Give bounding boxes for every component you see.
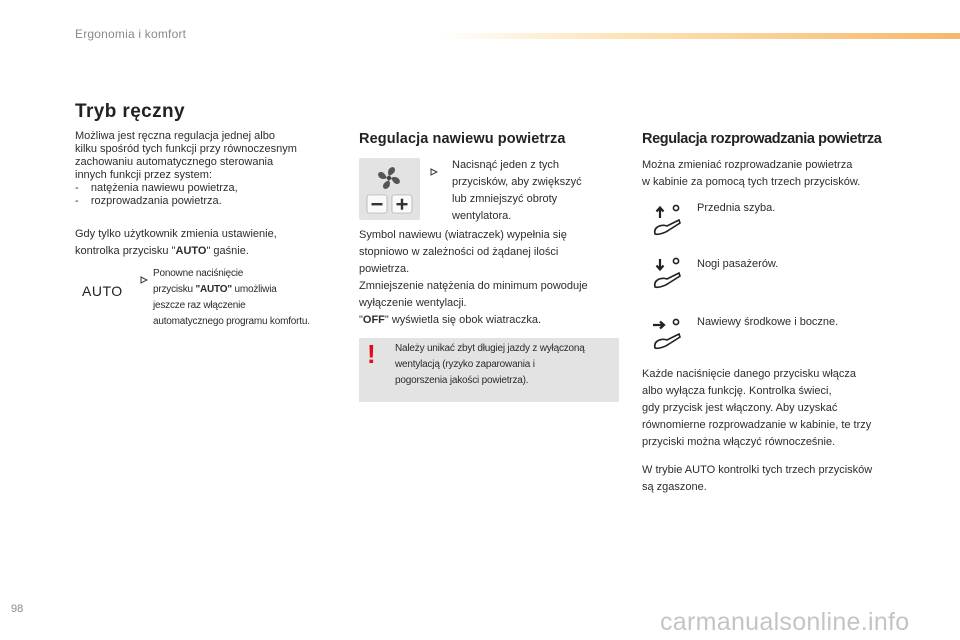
watermark: carmanualsonline.info [660, 608, 910, 636]
airflow-face-label: Nawiewy środkowe i boczne. [697, 316, 839, 328]
auto-off-text: Gdy tylko użytkownik zmienia ustawienie, kontrolka przycisku "AUTO" gaśnie. [75, 228, 277, 257]
instruction-bullet-icon [430, 163, 438, 181]
airflow-windscreen-icon[interactable] [649, 202, 685, 238]
airflow-windscreen-label: Przednia szyba. [697, 202, 776, 214]
distribution-para1: Każde naciśnięcie danego przycisku włącza albo wyłącza funkcję. Kontrolka świeci, gdy przycisk jest włączony. Aby uzyskać równomierne rozprowadzanie w kabinie, te trzy przyciski można włączyć równocześnie. [642, 368, 872, 448]
fan-instruction: Nacisnąć jeden z tych przycisków, aby zwiększyć lub zmniejszyć obroty wentylatora. [452, 159, 582, 222]
airflow-feet-label: Nogi pasażerów. [697, 258, 779, 270]
warning-text: Należy unikać zbyt długiej jazdy z wyłączoną wentylacją (ryzyko zaparowania i pogorszenia jakości powietrza). [395, 343, 585, 386]
distribution-intro: Można zmieniać rozprowadzanie powietrza w kabinie za pomocą tych trzech przycisków. [642, 159, 861, 188]
fan-control-image [359, 158, 420, 220]
page-number: 98 [11, 603, 24, 615]
note-bullet-icon [140, 271, 148, 289]
section-header: Ergonomia i komfort [75, 27, 187, 41]
header-bar [440, 33, 960, 39]
fan-description: Symbol nawiewu (wiatraczek) wypełnia się stopniowo w zależności od żądanej ilości powietrza. Zmniejszenie natężenia do minimum powoduje wyłączenie wentylacji. "OFF" wyświetla się obok wiatraczka. [359, 229, 588, 326]
manual-mode-intro: Możliwa jest ręczna regulacja jednej albo kilku spośród tych funkcji przy równoczesnym zachowaniu automatycznego sterowania innych funkcji przez system: - natężenia nawiewu powietrza, - rozprowadzania powietrza. [75, 130, 297, 207]
auto-button[interactable]: AUTO [82, 283, 123, 299]
airflow-feet-icon[interactable] [649, 255, 685, 291]
airflow-title: Regulacja nawiewu powietrza [359, 131, 566, 147]
auto-note: Ponowne naciśnięcie przycisku "AUTO" umożliwia jeszcze raz włączenie automatycznego programu komfortu. [153, 268, 310, 327]
distribution-para2: W trybie AUTO kontrolki tych trzech przycisków są zgaszone. [642, 464, 873, 493]
airflow-face-icon[interactable] [649, 316, 685, 352]
distribution-title: Regulacja rozprowadzania powietrza [642, 131, 882, 147]
warning-icon: ! [367, 339, 376, 369]
fan-icon [359, 158, 420, 220]
page-title: Tryb ręczny [75, 101, 186, 122]
